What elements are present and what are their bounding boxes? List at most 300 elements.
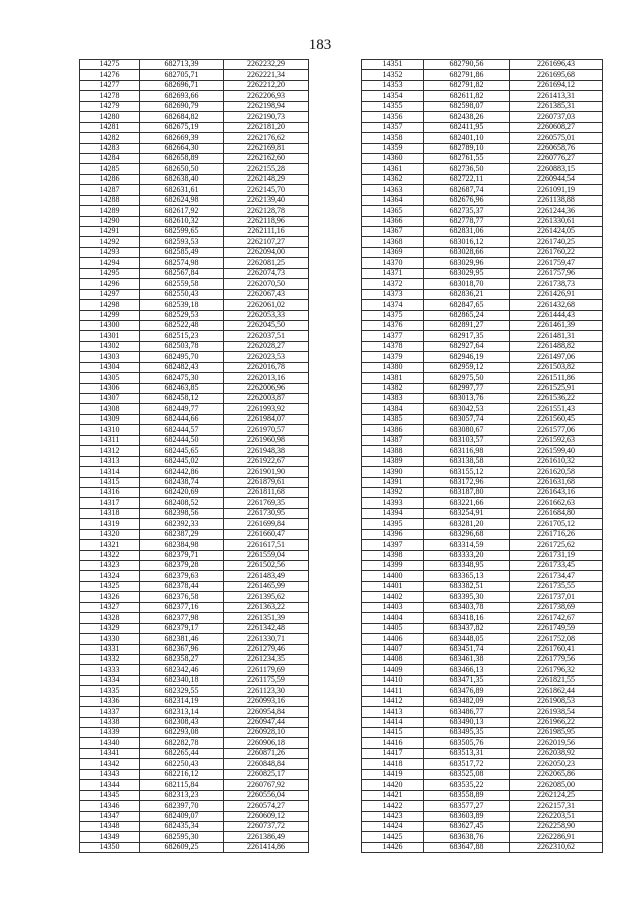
y-coordinate-cell: 2260658,76 [510,143,603,153]
point-number-cell: 14417 [362,748,424,758]
table-row [80,571,309,581]
point-number-cell: 14299 [80,310,140,320]
x-coordinate-cell: 683018,70 [424,279,510,289]
point-number-cell: 14406 [362,634,424,644]
table-row [80,70,309,80]
y-coordinate-cell: 2261488,82 [510,341,603,351]
y-coordinate-cell: 2262006,96 [224,383,309,393]
point-number-cell: 14340 [80,738,140,748]
y-coordinate-cell: 2261737,01 [510,592,603,602]
y-coordinate-cell: 2262061,02 [224,300,309,310]
x-coordinate-cell: 682574,98 [140,258,224,268]
y-coordinate-cell: 2262070,50 [224,279,309,289]
point-number-cell: 14294 [80,258,140,268]
table-row [80,258,309,268]
y-coordinate-cell: 2261091,19 [510,185,603,195]
x-coordinate-cell: 682617,92 [140,206,224,216]
x-coordinate-cell: 682599,65 [140,227,224,237]
table-row [80,498,309,508]
table-row [80,821,309,831]
x-coordinate-cell: 682609,25 [140,842,224,852]
table-row [80,101,309,111]
table-row [80,185,309,195]
x-coordinate-cell: 683466,13 [424,665,510,675]
table-row [80,143,309,153]
table-row [80,362,309,372]
y-coordinate-cell: 2261363,22 [224,602,309,612]
point-number-cell: 14331 [80,644,140,654]
point-number-cell: 14314 [80,467,140,477]
y-coordinate-cell: 2261984,07 [224,414,309,424]
point-number-cell: 14307 [80,394,140,404]
point-number-cell: 14324 [80,571,140,581]
x-coordinate-cell: 682293,08 [140,728,224,738]
point-number-cell: 14352 [362,70,424,80]
point-number-cell: 14424 [362,821,424,831]
table-row [80,289,309,299]
x-coordinate-cell: 682435,34 [140,821,224,831]
x-coordinate-cell: 682379,17 [140,623,224,633]
point-number-cell: 14313 [80,456,140,466]
point-number-cell: 14341 [80,748,140,758]
x-coordinate-cell: 683451,74 [424,644,510,654]
x-coordinate-cell: 682449,77 [140,404,224,414]
table-row [362,101,603,111]
table-row [80,456,309,466]
y-coordinate-cell: 2261760,41 [510,644,603,654]
point-number-cell: 14276 [80,70,140,80]
point-number-cell: 14326 [80,592,140,602]
y-coordinate-cell: 2262053,33 [224,310,309,320]
point-number-cell: 14373 [362,289,424,299]
x-coordinate-cell: 682736,50 [424,164,510,174]
table-row [80,404,309,414]
point-number-cell: 14414 [362,717,424,727]
y-coordinate-cell: 2260928,10 [224,728,309,738]
table-row [362,279,603,289]
x-coordinate-cell: 683172,96 [424,477,510,487]
x-coordinate-cell: 683365,13 [424,571,510,581]
table-row [362,686,603,696]
table-row [362,602,603,612]
point-number-cell: 14397 [362,540,424,550]
point-number-cell: 14328 [80,613,140,623]
point-number-cell: 14379 [362,352,424,362]
table-row [362,498,603,508]
table-row [80,300,309,310]
x-coordinate-cell: 683471,35 [424,675,510,685]
table-row [80,581,309,591]
table-row [80,540,309,550]
point-number-cell: 14319 [80,519,140,529]
point-number-cell: 14330 [80,634,140,644]
y-coordinate-cell: 2262221,34 [224,70,309,80]
table-row [80,717,309,727]
point-number-cell: 14375 [362,310,424,320]
table-row [362,174,603,184]
table-row [362,675,603,685]
y-coordinate-cell: 2261811,68 [224,487,309,497]
x-coordinate-cell: 682693,66 [140,91,224,101]
y-coordinate-cell: 2262118,96 [224,216,309,226]
y-coordinate-cell: 2261502,56 [224,561,309,571]
x-coordinate-cell: 682891,27 [424,320,510,330]
point-number-cell: 14275 [80,60,140,70]
y-coordinate-cell: 2261414,86 [224,842,309,852]
y-coordinate-cell: 2261426,91 [510,289,603,299]
point-number-cell: 14398 [362,550,424,560]
table-row [362,748,603,758]
y-coordinate-cell: 2261536,22 [510,394,603,404]
table-row [80,801,309,811]
y-coordinate-cell: 2260848,84 [224,759,309,769]
table-row [80,477,309,487]
point-number-cell: 14303 [80,352,140,362]
x-coordinate-cell: 682917,35 [424,331,510,341]
x-coordinate-cell: 682790,56 [424,60,510,70]
x-coordinate-cell: 682445,02 [140,456,224,466]
y-coordinate-cell: 2261559,04 [224,550,309,560]
x-coordinate-cell: 683382,51 [424,581,510,591]
table-row [362,780,603,790]
point-number-cell: 14295 [80,268,140,278]
table-row [80,373,309,383]
y-coordinate-cell: 2261908,53 [510,696,603,706]
x-coordinate-cell: 683525,08 [424,769,510,779]
point-number-cell: 14298 [80,300,140,310]
y-coordinate-cell: 2262286,91 [510,832,603,842]
point-number-cell: 14289 [80,206,140,216]
table-row [80,341,309,351]
point-number-cell: 14327 [80,602,140,612]
table-row [80,675,309,685]
y-coordinate-cell: 2261938,54 [510,707,603,717]
table-row [362,289,603,299]
table-row [362,247,603,257]
x-coordinate-cell: 683461,38 [424,654,510,664]
x-coordinate-cell: 682381,46 [140,634,224,644]
x-coordinate-cell: 682392,33 [140,519,224,529]
point-number-cell: 14308 [80,404,140,414]
y-coordinate-cell: 2262038,92 [510,748,603,758]
table-row [80,91,309,101]
y-coordinate-cell: 2262157,31 [510,801,603,811]
table-row [362,550,603,560]
y-coordinate-cell: 2261461,39 [510,320,603,330]
y-coordinate-cell: 2261631,68 [510,477,603,487]
x-coordinate-cell: 682444,66 [140,414,224,424]
x-coordinate-cell: 682610,32 [140,216,224,226]
x-coordinate-cell: 682687,74 [424,185,510,195]
table-row [80,164,309,174]
x-coordinate-cell: 682669,39 [140,133,224,143]
y-coordinate-cell: 2262258,90 [510,821,603,831]
y-coordinate-cell: 2260608,27 [510,122,603,132]
x-coordinate-cell: 682595,30 [140,832,224,842]
y-coordinate-cell: 2261796,32 [510,665,603,675]
point-number-cell: 14342 [80,759,140,769]
y-coordinate-cell: 2261922,67 [224,456,309,466]
y-coordinate-cell: 2261742,67 [510,613,603,623]
table-row [80,331,309,341]
y-coordinate-cell: 2262190,73 [224,112,309,122]
x-coordinate-cell: 682522,48 [140,320,224,330]
y-coordinate-cell: 2262145,70 [224,185,309,195]
y-coordinate-cell: 2262181,20 [224,122,309,132]
y-coordinate-cell: 2262028,27 [224,341,309,351]
x-coordinate-cell: 682515,23 [140,331,224,341]
point-number-cell: 14413 [362,707,424,717]
table-row [80,310,309,320]
y-coordinate-cell: 2261684,80 [510,508,603,518]
table-row [362,728,603,738]
point-number-cell: 14360 [362,153,424,163]
x-coordinate-cell: 682408,52 [140,498,224,508]
y-coordinate-cell: 2262232,29 [224,60,309,70]
x-coordinate-cell: 682847,65 [424,300,510,310]
x-coordinate-cell: 683016,12 [424,237,510,247]
point-number-cell: 14408 [362,654,424,664]
x-coordinate-cell: 682690,79 [140,101,224,111]
table-row [80,613,309,623]
point-number-cell: 14367 [362,227,424,237]
table-row [362,133,603,143]
x-coordinate-cell: 682539,18 [140,300,224,310]
table-row [362,623,603,633]
table-row [80,832,309,842]
table-row [80,112,309,122]
x-coordinate-cell: 682735,37 [424,206,510,216]
point-number-cell: 14297 [80,289,140,299]
point-number-cell: 14300 [80,320,140,330]
point-number-cell: 14358 [362,133,424,143]
table-row [362,206,603,216]
table-row [362,373,603,383]
x-coordinate-cell: 683221,66 [424,498,510,508]
table-row [80,738,309,748]
y-coordinate-cell: 2261879,61 [224,477,309,487]
x-coordinate-cell: 682959,12 [424,362,510,372]
x-coordinate-cell: 682791,86 [424,70,510,80]
table-row [362,487,603,497]
point-number-cell: 14357 [362,122,424,132]
y-coordinate-cell: 2261551,43 [510,404,603,414]
table-row [362,769,603,779]
table-row [80,550,309,560]
y-coordinate-cell: 2261330,71 [224,634,309,644]
table-row [362,707,603,717]
point-number-cell: 14333 [80,665,140,675]
table-row [362,477,603,487]
x-coordinate-cell: 682585,49 [140,247,224,257]
x-coordinate-cell: 682438,26 [424,112,510,122]
y-coordinate-cell: 2260906,18 [224,738,309,748]
point-number-cell: 14316 [80,487,140,497]
table-row [80,435,309,445]
y-coordinate-cell: 2260947,44 [224,717,309,727]
x-coordinate-cell: 683627,45 [424,821,510,831]
coordinates-table-left [79,59,309,853]
point-number-cell: 14310 [80,425,140,435]
point-number-cell: 14371 [362,268,424,278]
x-coordinate-cell: 683333,20 [424,550,510,560]
x-coordinate-cell: 683029,96 [424,258,510,268]
table-row [80,247,309,257]
y-coordinate-cell: 2260776,27 [510,153,603,163]
y-coordinate-cell: 2261175,59 [224,675,309,685]
x-coordinate-cell: 682458,12 [140,394,224,404]
y-coordinate-cell: 2261330,61 [510,216,603,226]
y-coordinate-cell: 2261752,08 [510,634,603,644]
point-number-cell: 14382 [362,383,424,393]
table-row [80,467,309,477]
point-number-cell: 14389 [362,456,424,466]
x-coordinate-cell: 683138,58 [424,456,510,466]
table-row [80,279,309,289]
point-number-cell: 14388 [362,446,424,456]
y-coordinate-cell: 2261444,43 [510,310,603,320]
table-row [80,654,309,664]
point-number-cell: 14425 [362,832,424,842]
point-number-cell: 14356 [362,112,424,122]
table-row [362,143,603,153]
point-number-cell: 14411 [362,686,424,696]
y-coordinate-cell: 2261386,49 [224,832,309,842]
point-number-cell: 14421 [362,790,424,800]
point-number-cell: 14283 [80,143,140,153]
table-row [362,592,603,602]
x-coordinate-cell: 682997,77 [424,383,510,393]
table-row [362,268,603,278]
table-row [362,320,603,330]
x-coordinate-cell: 682650,50 [140,164,224,174]
point-number-cell: 14315 [80,477,140,487]
y-coordinate-cell: 2261620,58 [510,467,603,477]
y-coordinate-cell: 2260767,92 [224,780,309,790]
x-coordinate-cell: 683448,05 [424,634,510,644]
y-coordinate-cell: 2261695,68 [510,70,603,80]
x-coordinate-cell: 682696,71 [140,80,224,90]
point-number-cell: 14418 [362,759,424,769]
y-coordinate-cell: 2261696,43 [510,60,603,70]
x-coordinate-cell: 683577,27 [424,801,510,811]
x-coordinate-cell: 683490,13 [424,717,510,727]
point-number-cell: 14292 [80,237,140,247]
y-coordinate-cell: 2260993,16 [224,696,309,706]
point-number-cell: 14410 [362,675,424,685]
table-row [80,320,309,330]
x-coordinate-cell: 682398,56 [140,508,224,518]
point-number-cell: 14422 [362,801,424,811]
x-coordinate-cell: 683638,76 [424,832,510,842]
x-coordinate-cell: 683254,91 [424,508,510,518]
table-row [80,383,309,393]
y-coordinate-cell: 2262045,50 [224,320,309,330]
table-row [362,832,603,842]
point-number-cell: 14288 [80,195,140,205]
point-number-cell: 14361 [362,164,424,174]
table-row [80,414,309,424]
x-coordinate-cell: 683505,76 [424,738,510,748]
table-row [80,227,309,237]
y-coordinate-cell: 2261424,05 [510,227,603,237]
y-coordinate-cell: 2262016,78 [224,362,309,372]
table-row [362,435,603,445]
point-number-cell: 14355 [362,101,424,111]
x-coordinate-cell: 682342,46 [140,665,224,675]
y-coordinate-cell: 2261733,45 [510,561,603,571]
point-number-cell: 14426 [362,842,424,852]
table-row [80,206,309,216]
y-coordinate-cell: 2261738,73 [510,279,603,289]
y-coordinate-cell: 2260871,26 [224,748,309,758]
x-coordinate-cell: 682444,50 [140,435,224,445]
x-coordinate-cell: 682624,98 [140,195,224,205]
table-row [80,529,309,539]
point-number-cell: 14348 [80,821,140,831]
y-coordinate-cell: 2262050,23 [510,759,603,769]
x-coordinate-cell: 682409,07 [140,811,224,821]
y-coordinate-cell: 2261901,90 [224,467,309,477]
x-coordinate-cell: 682442,86 [140,467,224,477]
x-coordinate-cell: 682411,95 [424,122,510,132]
point-number-cell: 14368 [362,237,424,247]
table-row [362,153,603,163]
x-coordinate-cell: 682836,21 [424,289,510,299]
y-coordinate-cell: 2260556,04 [224,790,309,800]
y-coordinate-cell: 2262169,81 [224,143,309,153]
y-coordinate-cell: 2261985,95 [510,728,603,738]
y-coordinate-cell: 2261699,84 [224,519,309,529]
point-number-cell: 14318 [80,508,140,518]
y-coordinate-cell: 2261759,47 [510,258,603,268]
y-coordinate-cell: 2261610,32 [510,456,603,466]
x-coordinate-cell: 682379,63 [140,571,224,581]
y-coordinate-cell: 2262023,53 [224,352,309,362]
point-number-cell: 14399 [362,561,424,571]
table-row [80,780,309,790]
point-number-cell: 14409 [362,665,424,675]
x-coordinate-cell: 682358,27 [140,654,224,664]
point-number-cell: 14296 [80,279,140,289]
x-coordinate-cell: 682329,55 [140,686,224,696]
point-number-cell: 14402 [362,592,424,602]
table-row [362,404,603,414]
x-coordinate-cell: 682384,98 [140,540,224,550]
table-row [80,446,309,456]
table-row [362,738,603,748]
table-row [362,352,603,362]
page-number: 183 [308,37,332,53]
x-coordinate-cell: 683495,35 [424,728,510,738]
table-row [362,540,603,550]
table-row [80,487,309,497]
table-row [362,227,603,237]
y-coordinate-cell: 2261716,26 [510,529,603,539]
x-coordinate-cell: 682593,53 [140,237,224,247]
y-coordinate-cell: 2261560,45 [510,414,603,424]
x-coordinate-cell: 682216,12 [140,769,224,779]
table-row [80,394,309,404]
point-number-cell: 14278 [80,91,140,101]
y-coordinate-cell: 2261660,47 [224,529,309,539]
coordinates-table-left-body [80,60,309,853]
x-coordinate-cell: 683517,72 [424,759,510,769]
point-number-cell: 14394 [362,508,424,518]
table-row [80,519,309,529]
table-row [362,341,603,351]
y-coordinate-cell: 2261123,30 [224,686,309,696]
